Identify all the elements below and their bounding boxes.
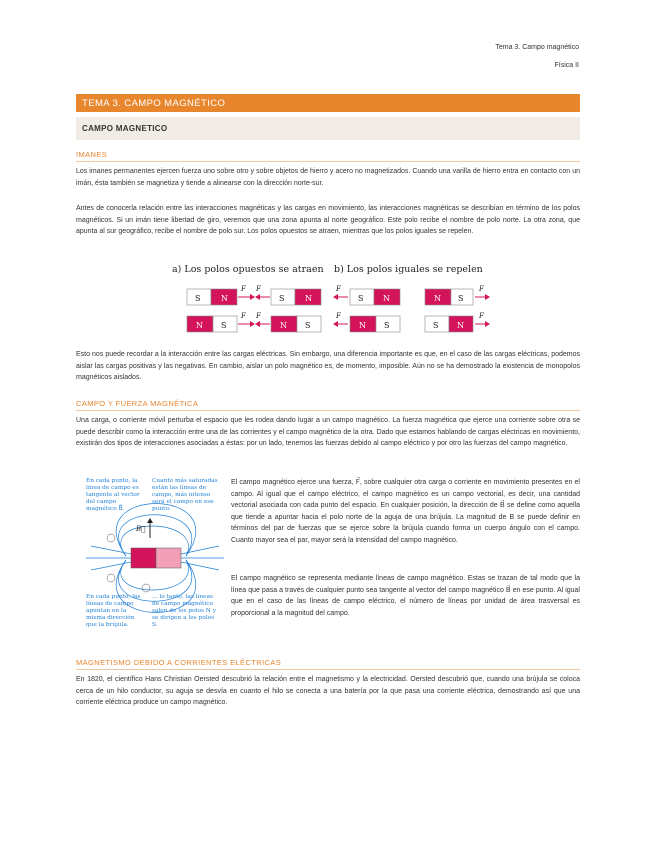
magnet-pair-b2 bbox=[333, 312, 490, 332]
chapter-banner bbox=[76, 94, 580, 112]
header-course: Física II bbox=[554, 62, 579, 69]
magnet-poles-figure bbox=[170, 258, 500, 338]
magnet-pair-a1 bbox=[187, 285, 321, 305]
svg-text:F: F bbox=[336, 285, 341, 293]
svg-text:N: N bbox=[305, 294, 312, 303]
svg-text:S: S bbox=[358, 294, 364, 303]
svg-text:S: S bbox=[305, 321, 311, 330]
page-subtitle: CAMPO MAGNETICO bbox=[82, 124, 168, 133]
svg-text:S: S bbox=[195, 294, 201, 303]
subtitle-band bbox=[76, 117, 580, 140]
svg-text:S: S bbox=[221, 321, 227, 330]
chapter-title: TEMA 3. CAMPO MAGNÉTICO bbox=[82, 98, 226, 109]
imanes-paragraph-1: Los imanes permanentes ejercen fuerza uno sobre otro y sobre objetos de hierro y acero no magnetizados. Cuando una varilla de hierro entra en contacto con un imán, ésta también se magnetiza y tiende a alinearse con la dirección norte-sur. bbox=[76, 168, 580, 187]
section-title-oersted: MAGNETISMO DEBIDO A CORRIENTES ELÉCTRICAS bbox=[76, 658, 580, 670]
svg-text:N: N bbox=[221, 294, 228, 303]
svg-text:S: S bbox=[279, 294, 285, 303]
section-title-imanes: IMANES bbox=[76, 150, 580, 162]
magnet-pair-b1 bbox=[333, 285, 490, 305]
svg-text:F: F bbox=[241, 285, 246, 293]
svg-text:F: F bbox=[479, 285, 484, 293]
svg-text:N: N bbox=[359, 321, 366, 330]
caption-saturation: Cuanto más saturadas están las líneas de campo, más intenso será el campo en ese punto. bbox=[152, 478, 218, 512]
caption-poles: ... lo tanto, las líneas de campo magnético salen de los polos N y se dirigen a los polos S. bbox=[152, 594, 216, 628]
svg-text:F: F bbox=[479, 312, 484, 320]
header-topic: Tema 3. Campo magnético bbox=[495, 44, 579, 51]
bar-magnet-n bbox=[156, 548, 181, 568]
caption-tangent: En cada punto, la línea de campo es tangente al vector del campo magnético B⃗. bbox=[86, 478, 140, 512]
magnet-pair-a2 bbox=[187, 312, 321, 332]
caption-compass: En cada punto, las líneas de campo apuntan en la misma dirección que la brújula. bbox=[86, 594, 141, 628]
b-vector-label: B⃗ bbox=[136, 525, 146, 533]
svg-text:S: S bbox=[458, 294, 464, 303]
compass-needle-1 bbox=[107, 574, 115, 582]
label-opposite-poles: a) Los polos opuestos se atraen bbox=[172, 264, 324, 275]
imanes-paragraph-3: Esto nos puede recordar a la interacción entre las cargas eléctricas. Sin embargo, una diferencia importante es que, en el caso de las cargas eléctricas, podemos aislar las cargas positivas y las negativas. En cambio, aislar un polo magnético es, de momento, imposible. Aún no se ha demostrado la existencia de monopolos magnéticos aislados. bbox=[76, 351, 580, 382]
campo-paragraph-1: Una carga, o corriente móvil perturba el espacio que les rodea dando lugar a un campo magnético. La fuerza magnética que ejerce una corriente sobre otra se puede describir como la interacción entre una de las corrientes y el campo magnético de la otra. Dado que estamos hablando de cargas eléctricas en movimiento, existirán dos tipos de interacciones asociadas a éstas: por un lado, tenemos las fuerzas debido al campo eléctrico y por otro las fuerzas del campo magnético. bbox=[76, 417, 580, 448]
section-title-campo: CAMPO Y FUERZA MAGNÉTICA bbox=[76, 399, 580, 411]
svg-text:S: S bbox=[433, 321, 439, 330]
compass-needle-3 bbox=[107, 534, 115, 542]
svg-text:F: F bbox=[241, 312, 246, 320]
svg-text:N: N bbox=[196, 321, 203, 330]
imanes-paragraph-2: Antes de conocerla relación entre las interacciones magnéticas y las cargas en movimiento, las interacciones magnéticas se describían en término de los polos magnéticos. Si un imán tiene libertad de giro, veremos que una zona apunta al norte geográfico. Este polo recibe el nombre de polo norte. La otra zona, que apunta al sur geográfico, recibe el nombre de polo sur. Los polos opuestos se atraen, mientras que los polos iguales se repelen. bbox=[76, 205, 580, 236]
label-equal-poles: b) Los polos iguales se repelen bbox=[334, 264, 483, 275]
compass-needle-2 bbox=[142, 584, 150, 592]
svg-text:S: S bbox=[384, 321, 390, 330]
svg-text:N: N bbox=[457, 321, 464, 330]
svg-text:F: F bbox=[256, 285, 261, 293]
campo-paragraph-2: El campo magnético ejerce una fuerza, F⃗, sobre cualquier otra carga o corriente en movimiento presentes en el campo. Al igual que el campo eléctrico, el campo magnético es un campo vectorial, es decir, una cantidad vectorial asociada con cada punto del espacio. En cualquier posición, la dirección de B⃗ se define como aquella que tiende a apuntar hacia el polo norte de la aguja de una brújula. La magnitud de B se puede definir en términos del par de fuerzas que se ejerce sobre la brújula cuando forma un cuerpo ángulo con el campo. Cuanto mayor sea el par, mayor será la intensidad del campo magnético. bbox=[231, 479, 580, 544]
campo-paragraph-3: El campo magnético se representa mediante líneas de campo magnético. Estas se trazan de tal modo que la línea que pasa a través de cualquier punto sea tangente al vector del campo magnético B⃗ en ese punto. Al igual que en el caso de las líneas de campo eléctrico, el número de líneas por unidad de área trasversal es proporcional a la magnitud del campo. bbox=[231, 575, 580, 617]
svg-text:F: F bbox=[256, 312, 261, 320]
bar-magnet-s bbox=[131, 548, 156, 568]
svg-text:N: N bbox=[383, 294, 390, 303]
svg-text:N: N bbox=[280, 321, 287, 330]
svg-text:F: F bbox=[336, 312, 341, 320]
oersted-paragraph-1: En 1820, el científico Hans Christian Oersted descubrió la relación entre el magnetismo y la electricidad. Oersted descubrió que, cuando una brújula se coloca cerca de un hilo conductor, su aguja se desvía en cuanto el hilo se conecta a una batería por la que pasa una corriente eléctrica, demostrando así que una corriente eléctrica produce un campo magnético. bbox=[76, 676, 580, 707]
svg-text:N: N bbox=[434, 294, 441, 303]
